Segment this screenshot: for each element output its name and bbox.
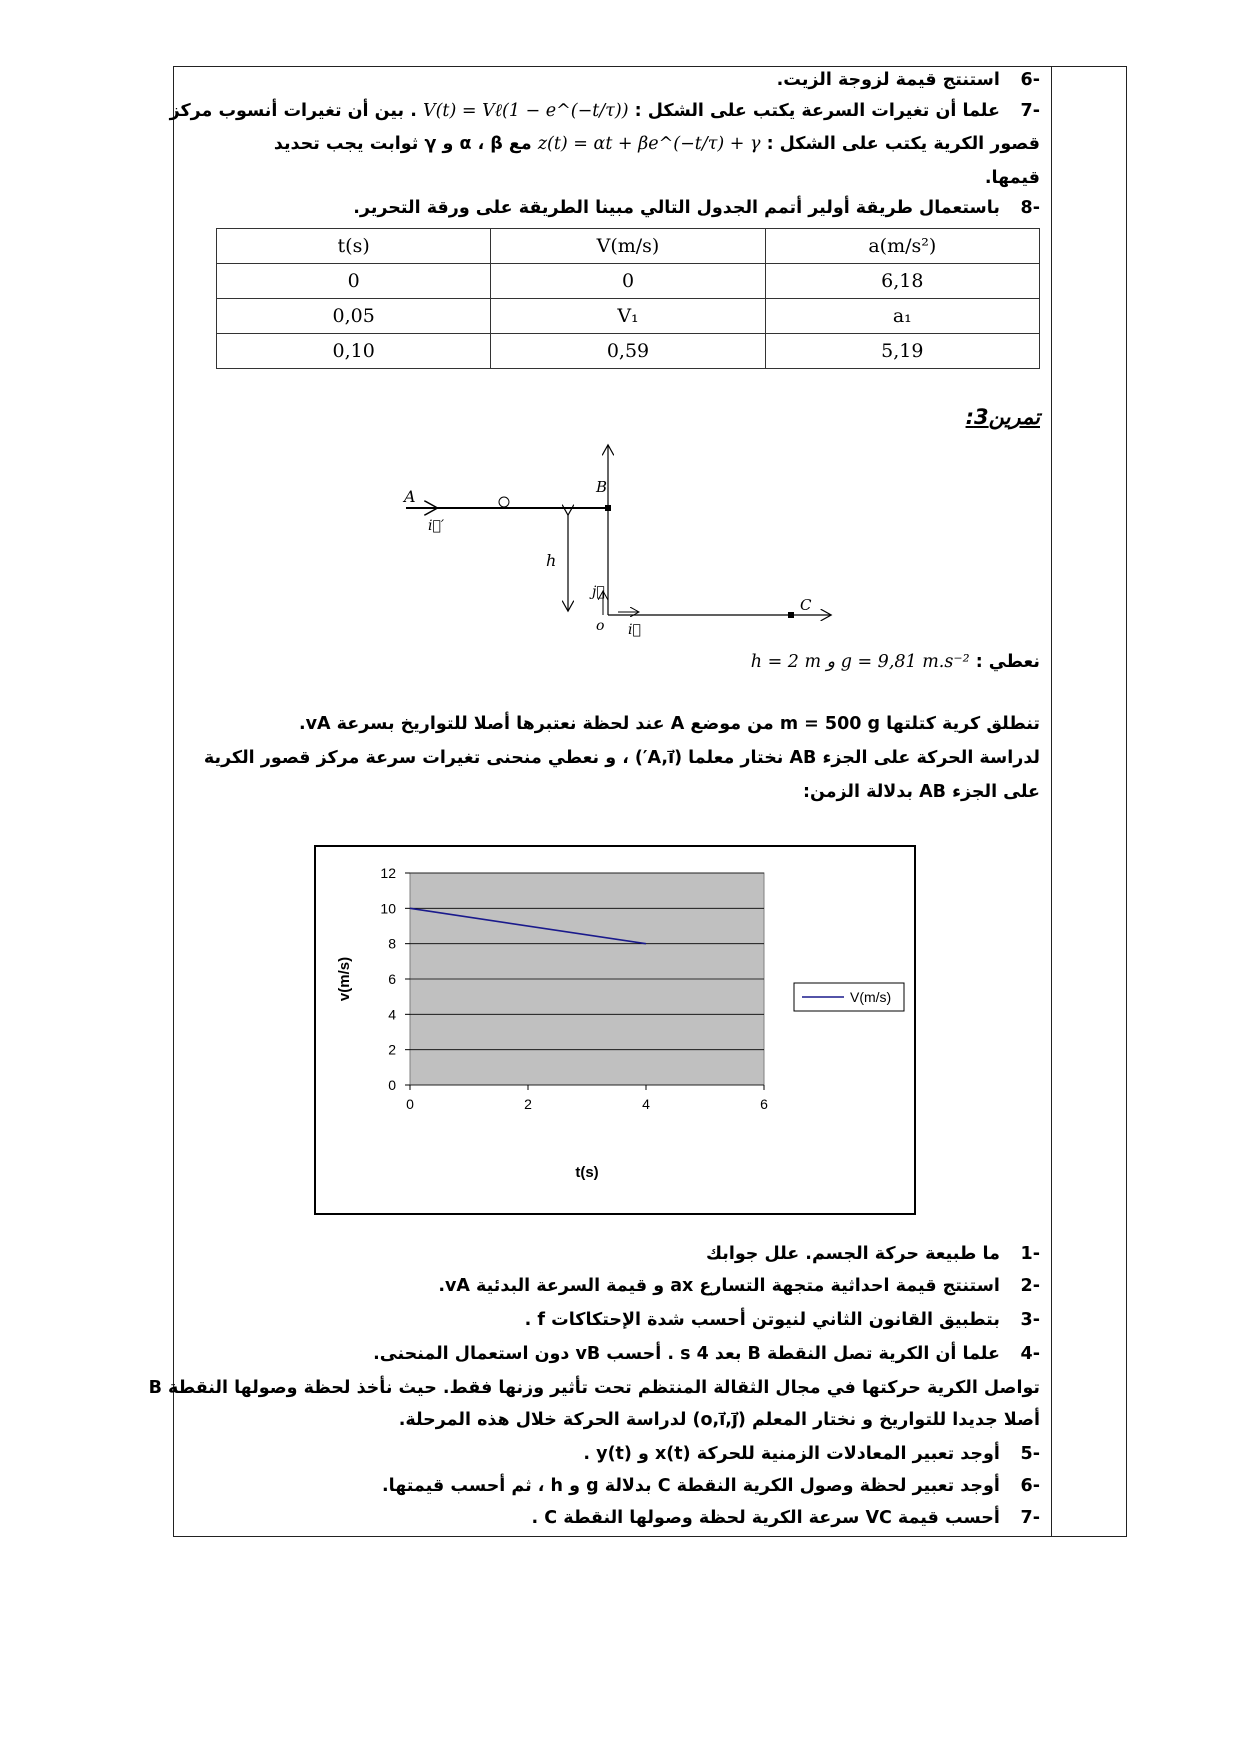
point-o-marker	[499, 497, 509, 507]
label-i-prime: i⃗′	[428, 518, 445, 534]
x-tick-label: 2	[524, 1096, 532, 1112]
question-7-top-line2: قصور الكرية يكتب على الشكل : z(t) = αt + βe^(−t/τ) + γ مع α ، β و γ ثوابت يجب تحديد	[273, 134, 1040, 154]
legend-label: V(m/s)	[850, 989, 892, 1005]
question-6: -6 أوجد تعبير لحظة وصول الكرية النقطة C بدلالة g و h ، ثم أحسب قيمتها.	[382, 1476, 1040, 1496]
label-i: i⃗	[628, 622, 641, 638]
x-axis-label: t(s)	[575, 1164, 599, 1181]
label-h: h	[546, 551, 557, 570]
label-b: B	[596, 478, 608, 496]
exercise-title: تمرين3:	[965, 405, 1040, 429]
intro-line2: لدراسة الحركة على الجزء AB نختار معلما (A,i⃗′) ، و نعطي منحنى تغيرات سرعة مركز قصور الكرية	[203, 748, 1040, 768]
y-tick-label: 2	[388, 1041, 396, 1058]
y-tick-label: 12	[380, 865, 396, 881]
table-cell: 5,19	[765, 334, 1039, 369]
table-cell: 6,18	[765, 264, 1039, 299]
question-1: -1 ما طبيعة حركة الجسم. علل جوابك	[705, 1244, 1040, 1264]
label-j: j⃗	[592, 584, 605, 600]
table-cell: 0	[217, 264, 491, 299]
question-4: -4 علما أن الكرية تصل النقطة B بعد 4 s . أحسب vB دون استعمال المنحنى.	[373, 1344, 1040, 1364]
question-5: -5 أوجد تعبير المعادلات الزمنية للحركة x(t) و y(t) .	[583, 1444, 1040, 1464]
table-cell: a₁	[765, 299, 1039, 334]
y-tick-label: 10	[380, 900, 396, 917]
point-c-marker	[788, 612, 794, 618]
intro-line3: على الجزء AB بدلالة الزمن:	[802, 782, 1040, 802]
continuation-line1: تواصل الكرية حركتها في مجال الثقالة المنتظم تحت تأثير وزنها فقط. حيث نأخذ لحظة وصولها النقطة B	[148, 1378, 1040, 1398]
table-row	[217, 264, 1040, 299]
trajectory-diagram	[400, 440, 840, 650]
euler-table	[216, 228, 1040, 369]
x-tick-label: 0	[406, 1096, 414, 1112]
question-7-top-line1: -7 علما أن تغيرات السرعة يكتب على الشكل : V(t) = Vℓ(1 − e^(−t/τ)) . بين أن تغيرات أنسوب مركز	[169, 101, 1040, 121]
table-header: V(m/s)	[491, 229, 765, 264]
y-tick-label: 4	[388, 1006, 396, 1023]
y-tick-label: 8	[388, 935, 396, 952]
y-tick-label: 0	[388, 1077, 396, 1093]
question-3: -3 بتطبيق القانون الثاني لنيوتن أحسب شدة الإحتكاكات f .	[524, 1310, 1040, 1330]
label-a: A	[404, 487, 416, 506]
margin-column-divider	[1051, 66, 1052, 1537]
y-tick-label: 6	[388, 971, 396, 987]
table-header: t(s)	[217, 229, 491, 264]
continuation-line2: أصلا جديدا للتواريخ و نختار المعلم (o,i⃗,j⃗) لدراسة الحركة خلال هذه المرحلة.	[398, 1410, 1040, 1430]
question-2: -2 استنتج قيمة احداثية متجهة التسارع ax و قيمة السرعة البدئية vA.	[438, 1276, 1040, 1296]
velocity-chart	[314, 845, 916, 1215]
x-tick-label: 4	[642, 1096, 650, 1112]
table-header: a(m/s²)	[765, 229, 1039, 264]
table-row	[217, 299, 1040, 334]
given-values: نعطي : h = 2 m و g = 9,81 m.s⁻²	[750, 652, 1040, 672]
velocity-formula: V(t) = Vℓ(1 − e^(−t/τ))	[422, 101, 629, 121]
position-formula: z(t) = αt + βe^(−t/τ) + γ	[537, 134, 761, 154]
label-o: o	[596, 618, 605, 634]
question-6-top: -6 استنتج قيمة لزوجة الزيت.	[776, 70, 1040, 90]
table-cell: V₁	[491, 299, 765, 334]
question-7: -7 أحسب قيمة VC سرعة الكرية لحظة وصولها النقطة C .	[531, 1508, 1040, 1528]
table-cell: 0,05	[217, 299, 491, 334]
label-c: C	[800, 596, 812, 614]
x-tick-label: 6	[760, 1096, 768, 1112]
question-8-top: -8 باستعمال طريقة أولير أتمم الجدول التالي مبينا الطريقة على ورقة التحرير.	[353, 198, 1040, 218]
table-cell: 0,59	[491, 334, 765, 369]
table-row	[217, 334, 1040, 369]
question-7-top-line3: قيمها.	[984, 168, 1040, 188]
table-header-row	[217, 229, 1040, 264]
y-axis-label: v(m/s)	[336, 956, 353, 1002]
table-cell: 0	[491, 264, 765, 299]
intro-line1: تنطلق كرية كتلتها m = 500 g من موضع A عند لحظة نعتبرها أصلا للتواريخ بسرعة vA.	[298, 714, 1040, 734]
table-cell: 0,10	[217, 334, 491, 369]
